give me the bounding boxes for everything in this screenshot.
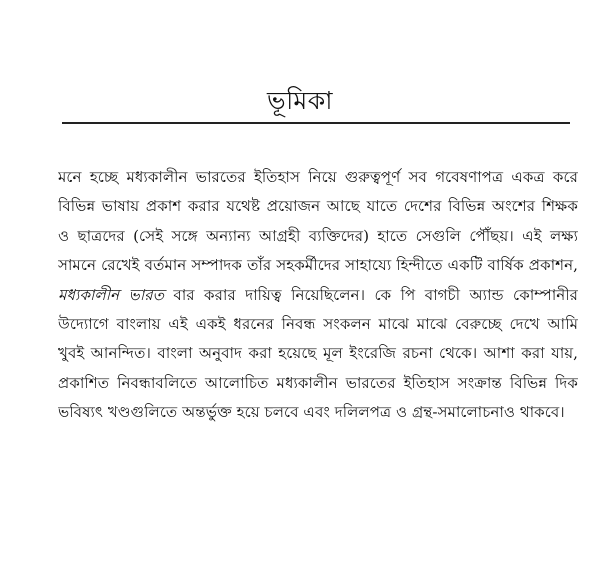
paragraph-line-6: উদ্যোগে বাংলায় এই একই ধরনের নিবন্ধ সংকলন মাঝে মাঝে বেরুচ্ছে দেখে আমি (58, 314, 578, 333)
page-title: ভূমিকা (267, 86, 333, 115)
paragraph-line-5-rest: বার করার দায়িত্ব নিয়েছিলেন। কে পি বাগচী অ্যান্ড কোম্পানীর (164, 285, 578, 304)
paragraph-line-8: প্রকাশিত নিবন্ধাবলিতে আলোচিত মধ্যকালীন ভারতের ইতিহাস সংক্রান্ত বিভিন্ন দিক (58, 373, 578, 392)
paragraph-line-5 (58, 281, 578, 310)
journal-title-italic: মধ্যকালীন ভারত (58, 285, 164, 304)
paragraph-line-4: সামনে রেখেই বর্তমান সম্পাদক তাঁর সহকর্মীদের সাহায্যে হিন্দীতে একটি বার্ষিক প্রকাশন, (58, 256, 578, 275)
paragraph-line-1: মনে হচ্ছে মধ্যকালীন ভারতের ইতিহাস নিয়ে গুরুত্বপূর্ণ সব গবেষণাপত্র একত্র করে (58, 168, 578, 186)
paragraph-line-2: বিভিন্ন ভাষায় প্রকাশ করার যথেষ্ট প্রয়োজন আছে যাতে দেশের বিভিন্ন অংশের শিক্ষক (58, 197, 578, 216)
paragraph-line-9: ভবিষ্যৎ খণ্ডগুলিতে অন্তর্ভুক্ত হয়ে চলবে এবং দলিলপত্র ও গ্রন্থ-সমালোচনাও থাকবে। (58, 403, 565, 422)
preface-paragraph (58, 163, 578, 428)
paragraph-line-3: ও ছাত্রদের (সেই সঙ্গে অন্যান্য আগ্রহী ব্যক্তিদের) হাতে সেগুলি পৌঁছয়। এই লক্ষ্য (58, 226, 578, 245)
title-divider (62, 122, 570, 124)
paragraph-line-7: খুবই আনন্দিত। বাংলা অনুবাদ করা হয়েছে মূল ইংরেজি রচনা থেকে। আশা করা যায়, (58, 344, 578, 363)
